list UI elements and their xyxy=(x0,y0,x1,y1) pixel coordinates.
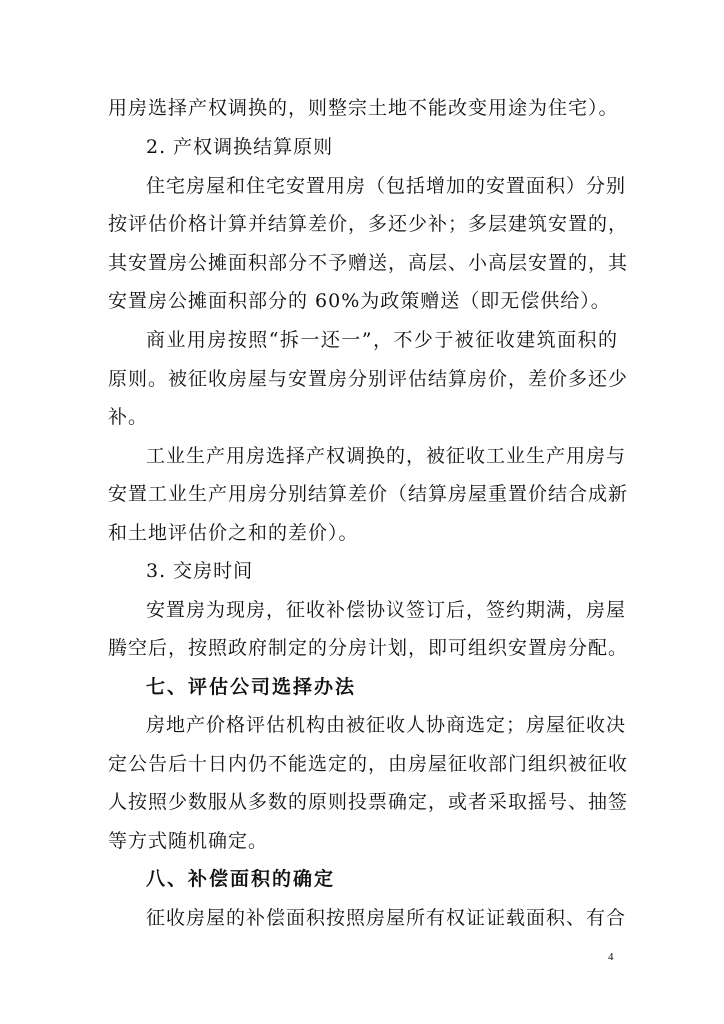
paragraph-line: 等方式随机确定。 xyxy=(108,830,269,852)
section-heading-compensation-area: 八、补偿面积的确定 xyxy=(146,868,336,890)
paragraph-line: 用房选择产权调换的，则整宗土地不能改变用途为住宅）。 xyxy=(108,97,619,119)
paragraph-line: 安置工业生产用房分别结算差价（结算房屋重置价结合成新 xyxy=(108,483,629,505)
paragraph-line: 按评估价格计算并结算差价，多还少补；多层建筑安置的， xyxy=(108,213,629,235)
paragraph-line: 征收房屋的补偿面积按照房屋所有权证证载面积、有合 xyxy=(146,907,627,929)
paragraph-line: 其安置房公摊面积部分不予赠送，高层、小高层安置的，其 xyxy=(108,252,629,274)
paragraph-line: 补。 xyxy=(108,406,149,428)
subheading-handover-time: 3. 交房时间 xyxy=(146,560,254,582)
subheading-settlement-principles: 2. 产权调换结算原则 xyxy=(146,136,334,158)
paragraph-line: 人按照少数服从多数的原则投票确定，或者采取摇号、抽签 xyxy=(108,791,629,813)
paragraph-line: 房地产价格评估机构由被征收人协商选定；房屋征收决 xyxy=(146,714,627,736)
paragraph-line: 商业用房按照“拆一还一”，不少于被征收建筑面积的 xyxy=(146,329,618,351)
paragraph-line: 安置房为现房，征收补偿协议签订后，签约期满，房屋 xyxy=(146,599,627,621)
section-heading-appraisal: 七、评估公司选择办法 xyxy=(146,676,357,698)
page-number: 4 xyxy=(608,951,614,963)
paragraph-line: 住宅房屋和住宅安置用房（包括增加的安置面积）分别 xyxy=(146,175,627,197)
paragraph-line: 安置房公摊面积部分的 60%为政策赠送（即无偿供给）。 xyxy=(108,290,611,312)
paragraph-line: 工业生产用房选择产权调换的，被征收工业生产用房与 xyxy=(146,445,627,467)
paragraph-line: 和土地评估价之和的差价）。 xyxy=(108,522,359,544)
paragraph-line: 腾空后，按照政府制定的分房计划，即可组织安置房分配。 xyxy=(108,637,629,659)
paragraph-line: 定公告后十日内仍不能选定的，由房屋征收部门组织被征收 xyxy=(108,753,629,775)
paragraph-line: 原则。被征收房屋与安置房分别评估结算房价，差价多还少 xyxy=(108,368,629,390)
